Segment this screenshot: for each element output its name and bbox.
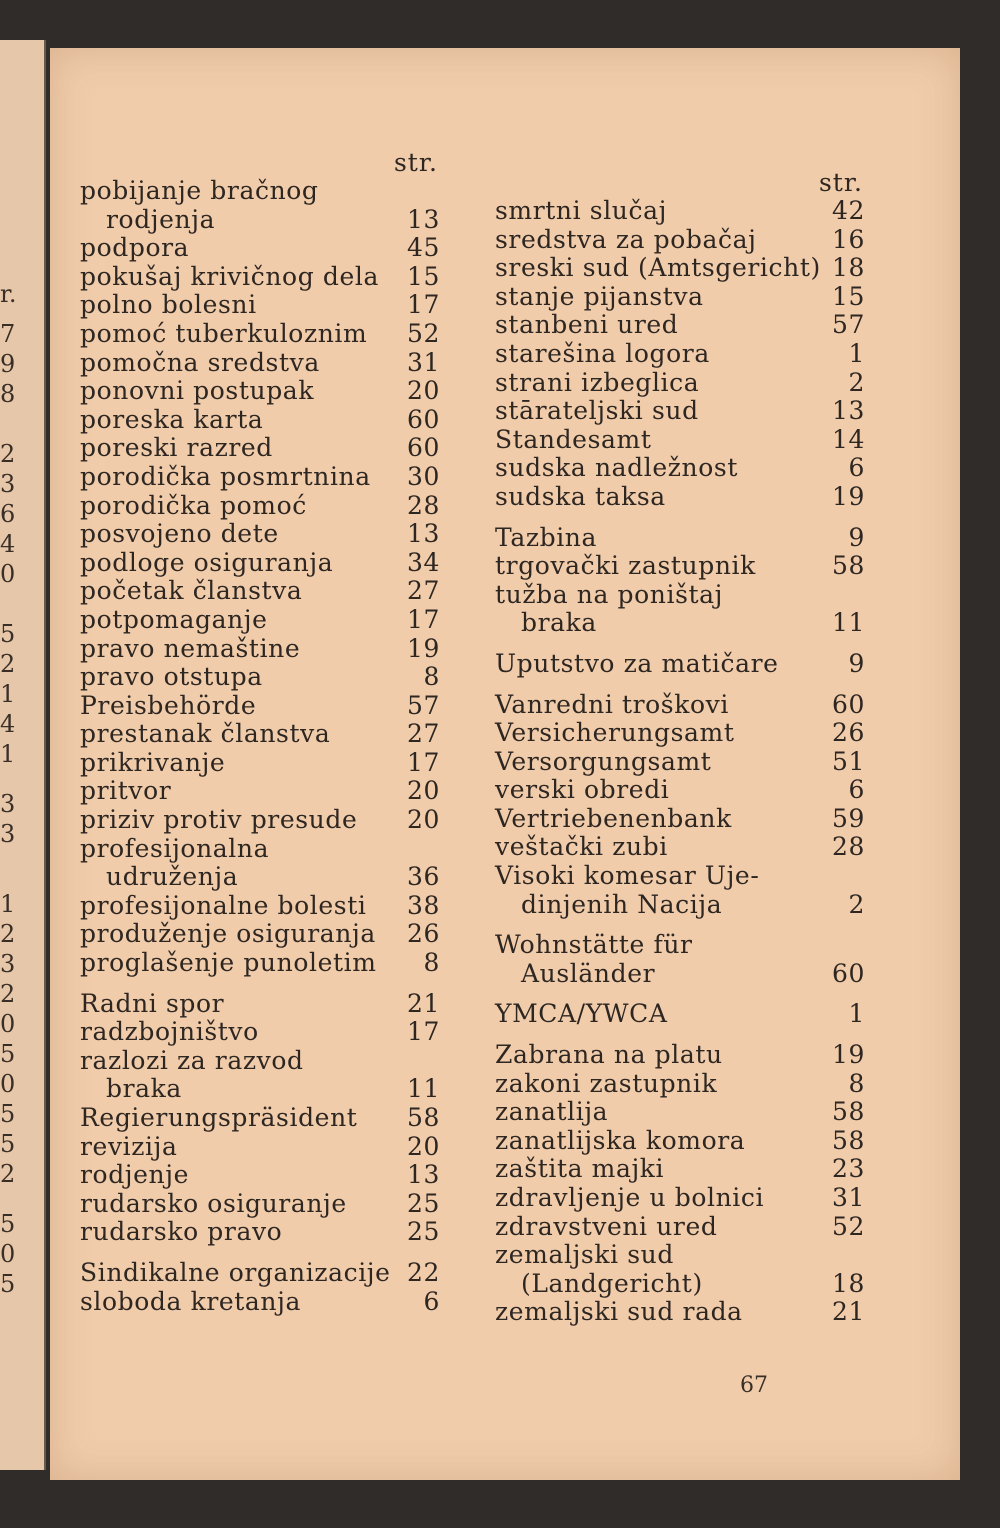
index-term: tužba na poništaj	[495, 579, 724, 609]
index-term: sredstva za pobačaj	[495, 224, 757, 254]
index-entry	[495, 524, 865, 553]
index-page-ref: 15	[831, 281, 865, 311]
index-page-ref: 60	[406, 404, 440, 434]
index-term: Visoki komesar Uje-	[495, 861, 760, 891]
index-term: Standesamt	[495, 424, 652, 454]
index-entry	[80, 835, 440, 864]
index-entry	[80, 920, 440, 949]
page-column-header: str.	[393, 148, 438, 177]
index-page-ref: 31	[406, 347, 440, 377]
index-page-ref: 59	[831, 803, 865, 833]
index-term: prikrivanje	[80, 747, 226, 777]
index-page-ref: 15	[406, 261, 440, 291]
index-column-right	[495, 168, 865, 1327]
index-term: poreski razred	[80, 433, 273, 463]
index-entry	[80, 492, 440, 521]
index-entry	[495, 340, 865, 369]
index-entry	[80, 1018, 440, 1047]
index-entry	[495, 748, 865, 777]
index-term: porodička pomoć	[80, 490, 307, 520]
index-term: poreska karta	[80, 404, 264, 434]
index-entry	[495, 1000, 865, 1029]
previous-page-fragment: 8	[0, 380, 16, 408]
index-page-ref: 28	[831, 832, 865, 862]
index-term: priziv protiv presude	[80, 805, 358, 835]
index-page-ref: 20	[406, 1131, 440, 1161]
index-entry	[495, 650, 865, 679]
index-term: rodjenje	[80, 1160, 189, 1190]
index-page-ref: 20	[406, 376, 440, 406]
index-term: (Landgericht)	[521, 1268, 703, 1298]
previous-page-fragment: 2	[0, 1160, 16, 1188]
index-page	[50, 48, 960, 1480]
previous-page-fragment: 1	[0, 680, 16, 708]
index-entry	[495, 397, 865, 426]
index-entry	[80, 990, 440, 1019]
index-term: pomočna sredstva	[80, 347, 320, 377]
index-page-ref: 58	[831, 1125, 865, 1155]
index-entry	[80, 1259, 440, 1288]
index-entry	[80, 720, 440, 749]
previous-page-fragment: 2	[0, 440, 16, 468]
index-page-ref: 20	[406, 805, 440, 835]
previous-page-fragment: 5	[0, 1040, 16, 1068]
index-page-ref: 17	[406, 747, 440, 777]
index-term: potpomaganje	[80, 604, 268, 634]
index-term: produženje osiguranja	[80, 919, 376, 949]
index-entry	[495, 552, 865, 581]
index-entry	[495, 1184, 865, 1213]
index-entry-list	[495, 197, 865, 1327]
index-term: polno bolesni	[80, 290, 257, 320]
index-page-ref: 8	[423, 662, 440, 692]
index-entry	[495, 283, 865, 312]
index-page-ref: 52	[831, 1211, 865, 1241]
index-term: posvojeno dete	[80, 519, 279, 549]
index-entry	[495, 197, 865, 226]
index-entry	[495, 1241, 865, 1270]
index-term: zakoni zastupnik	[495, 1068, 718, 1098]
index-page-ref: 58	[406, 1103, 440, 1132]
index-term: radzbojništvo	[80, 1017, 259, 1047]
index-entry	[80, 1075, 440, 1104]
index-entry	[80, 806, 440, 835]
index-entry	[495, 1070, 865, 1099]
previous-page-fragment: 2	[0, 650, 16, 678]
index-term: početak članstva	[80, 576, 303, 606]
index-page-ref: 27	[406, 576, 440, 606]
index-entry	[495, 1155, 865, 1184]
index-term: zaštita majki	[495, 1154, 665, 1184]
index-entry	[80, 406, 440, 435]
index-page-ref: 20	[406, 776, 440, 806]
index-entry	[495, 691, 865, 720]
index-entry	[80, 263, 440, 292]
index-page-ref: 60	[831, 689, 865, 719]
previous-page-fragment: 5	[0, 1210, 16, 1238]
index-page-ref: 13	[406, 204, 440, 234]
index-term: rodjenja	[106, 204, 216, 234]
index-page-ref: 28	[406, 490, 440, 520]
index-entry	[80, 177, 440, 206]
index-term: braka	[521, 608, 597, 638]
index-entry	[495, 1298, 865, 1327]
previous-page-fragment: 7	[0, 320, 16, 348]
index-entry	[495, 805, 865, 834]
index-entry	[80, 1218, 440, 1247]
index-entry	[80, 463, 440, 492]
previous-page-fragment: 2	[0, 980, 16, 1008]
index-page-ref: 25	[406, 1188, 440, 1218]
index-term: prestanak članstva	[80, 719, 331, 749]
index-page-ref: 21	[831, 1297, 865, 1327]
index-entry	[495, 719, 865, 748]
index-term: YMCA/YWCA	[495, 999, 668, 1029]
index-term: profesijonalne bolesti	[80, 890, 367, 920]
index-term: trgovački zastupnik	[495, 551, 756, 581]
index-term: pokušaj krivičnog dela	[80, 261, 379, 291]
index-entry	[80, 1133, 440, 1162]
index-entry	[80, 692, 440, 721]
previous-page-fragment: r.	[0, 280, 17, 308]
index-entry	[80, 320, 440, 349]
index-page-ref: 27	[406, 719, 440, 749]
index-entry	[80, 777, 440, 806]
index-page-ref: 57	[831, 310, 865, 340]
index-term: stārateljski sud	[495, 396, 699, 426]
index-entry	[80, 377, 440, 406]
index-page-ref: 60	[831, 958, 865, 988]
previous-page-fragment: 5	[0, 1130, 16, 1158]
index-term: pravo otstupa	[80, 662, 263, 692]
index-page-ref: 21	[406, 988, 440, 1018]
index-term: zdravstveni ured	[495, 1211, 718, 1241]
index-entry-list	[80, 177, 440, 1316]
index-entry	[495, 1127, 865, 1156]
index-term: veštački zubi	[495, 832, 668, 862]
index-term: Tazbina	[495, 522, 598, 552]
previous-page-fragment: 5	[0, 620, 16, 648]
index-entry	[80, 549, 440, 578]
index-entry	[80, 434, 440, 463]
index-entry	[495, 581, 865, 610]
index-page-ref: 13	[406, 1160, 440, 1190]
index-page-ref: 17	[406, 290, 440, 320]
index-page-ref: 26	[831, 718, 865, 748]
index-page-ref: 58	[831, 1097, 865, 1127]
index-entry	[495, 609, 865, 638]
index-entry	[495, 891, 865, 920]
index-term: porodička posmrtnina	[80, 461, 371, 491]
index-term: stanje pijanstva	[495, 281, 704, 311]
page-column-header: str.	[818, 168, 863, 197]
index-term: Versorgungsamt	[495, 746, 712, 776]
index-page-ref: 36	[406, 862, 440, 892]
index-term: starešina logora	[495, 338, 710, 368]
previous-page-fragment: 1	[0, 890, 16, 918]
index-term: verski obredi	[495, 775, 670, 805]
index-term: profesijonalna	[80, 833, 270, 863]
index-term: Vertriebenenbank	[495, 803, 732, 833]
index-page-ref: 34	[406, 547, 440, 577]
index-term: Sindikalne organizacije	[80, 1257, 391, 1287]
index-page-ref: 6	[423, 1286, 440, 1316]
previous-page-fragment: 4	[0, 530, 16, 558]
index-entry	[80, 349, 440, 378]
index-term: sreski sud (Amtsgericht)	[495, 253, 821, 283]
index-page-ref: 1	[848, 338, 865, 368]
index-term: udruženja	[106, 862, 239, 892]
index-entry	[495, 1270, 865, 1299]
index-term: stanbeni ured	[495, 310, 679, 340]
index-entry	[495, 369, 865, 398]
index-entry	[80, 863, 440, 892]
index-term: Versicherungsamt	[495, 718, 735, 748]
index-entry	[495, 483, 865, 512]
previous-page-fragment: 4	[0, 710, 16, 738]
index-term: braka	[106, 1074, 182, 1104]
index-term: Wohnstätte für	[495, 930, 693, 960]
index-page-ref: 11	[831, 608, 865, 638]
previous-page-fragment: 3	[0, 820, 16, 848]
index-term: zanatlija	[495, 1097, 609, 1127]
index-term: Preisbehörde	[80, 690, 257, 720]
index-entry	[80, 1047, 440, 1076]
index-page-ref: 18	[831, 1268, 865, 1298]
index-term: smrtni slučaj	[495, 196, 667, 225]
index-page-ref: 57	[406, 690, 440, 720]
index-term: podpora	[80, 233, 190, 263]
index-term: pomoć tuberkuloznim	[80, 318, 368, 348]
index-page-ref: 8	[848, 1068, 865, 1098]
index-page-ref: 42	[831, 196, 865, 225]
index-term: revizija	[80, 1131, 178, 1161]
index-entry	[80, 577, 440, 606]
index-term: Vanredni troškovi	[495, 689, 729, 719]
index-entry	[80, 949, 440, 978]
index-page-ref: 60	[406, 433, 440, 463]
index-entry	[495, 862, 865, 891]
index-term: Zabrana na platu	[495, 1040, 723, 1070]
index-page-ref: 13	[406, 519, 440, 549]
previous-page-fragment: 3	[0, 470, 16, 498]
index-entry	[80, 749, 440, 778]
previous-page-fragment: 0	[0, 1070, 16, 1098]
index-entry	[495, 776, 865, 805]
index-term: Uputstvo za matičare	[495, 648, 779, 678]
index-term: rudarsko osiguranje	[80, 1188, 347, 1218]
previous-page-fragment: 5	[0, 1270, 16, 1298]
previous-page-fragment: 6	[0, 500, 16, 528]
index-entry	[80, 234, 440, 263]
index-page-ref: 31	[831, 1183, 865, 1212]
index-entry	[80, 1288, 440, 1317]
index-column-left	[80, 148, 440, 1316]
previous-page-fragment: 0	[0, 1240, 16, 1268]
index-page-ref: 19	[831, 1040, 865, 1070]
index-entry	[495, 833, 865, 862]
index-term: sloboda kretanja	[80, 1286, 301, 1316]
index-entry	[495, 960, 865, 989]
index-page-ref: 22	[406, 1257, 440, 1287]
index-page-ref: 9	[848, 522, 865, 552]
index-entry	[495, 254, 865, 283]
index-entry	[495, 1041, 865, 1070]
index-term: pritvor	[80, 776, 172, 806]
index-entry	[80, 892, 440, 921]
index-term: Ausländer	[521, 958, 656, 988]
index-page-ref: 6	[848, 775, 865, 805]
index-entry	[495, 426, 865, 455]
index-page-ref: 19	[831, 481, 865, 511]
index-entry	[495, 311, 865, 340]
index-entry	[495, 1213, 865, 1242]
index-term: Regierungspräsident	[80, 1103, 358, 1132]
index-term: Radni spor	[80, 988, 225, 1018]
index-page-ref: 11	[406, 1074, 440, 1104]
index-term: sudska taksa	[495, 481, 666, 511]
index-term: zemaljski sud	[495, 1240, 674, 1270]
index-entry	[495, 1098, 865, 1127]
index-term: zanatlijska komora	[495, 1125, 746, 1155]
index-entry	[495, 931, 865, 960]
index-page-ref: 8	[423, 948, 440, 978]
index-page-ref: 30	[406, 461, 440, 491]
index-page-ref: 17	[406, 1017, 440, 1047]
index-entry	[80, 606, 440, 635]
index-page-ref: 45	[406, 233, 440, 263]
page-number: 67	[740, 1373, 768, 1398]
index-page-ref: 2	[848, 367, 865, 397]
index-entry	[80, 1104, 440, 1133]
index-entry	[80, 1190, 440, 1219]
previous-page-edge	[0, 40, 46, 1470]
index-term: proglašenje punoletim	[80, 948, 377, 978]
index-page-ref: 38	[406, 890, 440, 920]
index-term: pobijanje bračnog	[80, 176, 319, 205]
index-page-ref: 6	[848, 453, 865, 483]
index-term: zemaljski sud rada	[495, 1297, 743, 1327]
previous-page-fragment: 3	[0, 950, 16, 978]
index-page-ref: 16	[831, 224, 865, 254]
index-term: ponovni postupak	[80, 376, 315, 406]
index-term: strani izbeglica	[495, 367, 700, 397]
index-entry	[80, 206, 440, 235]
index-entry	[495, 226, 865, 255]
previous-page-fragment: 9	[0, 350, 16, 378]
index-page-ref: 2	[848, 889, 865, 919]
index-page-ref: 9	[848, 648, 865, 678]
index-page-ref: 17	[406, 604, 440, 634]
index-page-ref: 23	[831, 1154, 865, 1184]
previous-page-fragment: 0	[0, 560, 16, 588]
index-term: zdravljenje u bolnici	[495, 1183, 765, 1212]
previous-page-fragment: 3	[0, 790, 16, 818]
index-term: razlozi za razvod	[80, 1045, 304, 1075]
index-term: sudska nadležnost	[495, 453, 738, 483]
previous-page-fragment: 1	[0, 740, 16, 768]
previous-page-fragment: 5	[0, 1100, 16, 1128]
previous-page-fragment: 2	[0, 920, 16, 948]
index-page-ref: 51	[831, 746, 865, 776]
index-page-ref: 18	[831, 253, 865, 283]
index-page-ref: 1	[848, 999, 865, 1029]
previous-page-fragment: 0	[0, 1010, 16, 1038]
index-page-ref: 14	[831, 424, 865, 454]
index-term: dinjenih Nacija	[521, 889, 723, 919]
index-term: podloge osiguranja	[80, 547, 334, 577]
index-term: rudarsko pravo	[80, 1217, 283, 1247]
index-term: pravo nemaštine	[80, 633, 301, 663]
index-page-ref: 25	[406, 1217, 440, 1247]
index-page-ref: 26	[406, 919, 440, 949]
index-page-ref: 13	[831, 396, 865, 426]
index-entry	[495, 454, 865, 483]
index-page-ref: 58	[831, 551, 865, 581]
index-page-ref: 19	[406, 633, 440, 663]
index-entry	[80, 663, 440, 692]
index-page-ref: 52	[406, 318, 440, 348]
index-entry	[80, 520, 440, 549]
index-entry	[80, 635, 440, 664]
index-entry	[80, 291, 440, 320]
index-entry	[80, 1161, 440, 1190]
